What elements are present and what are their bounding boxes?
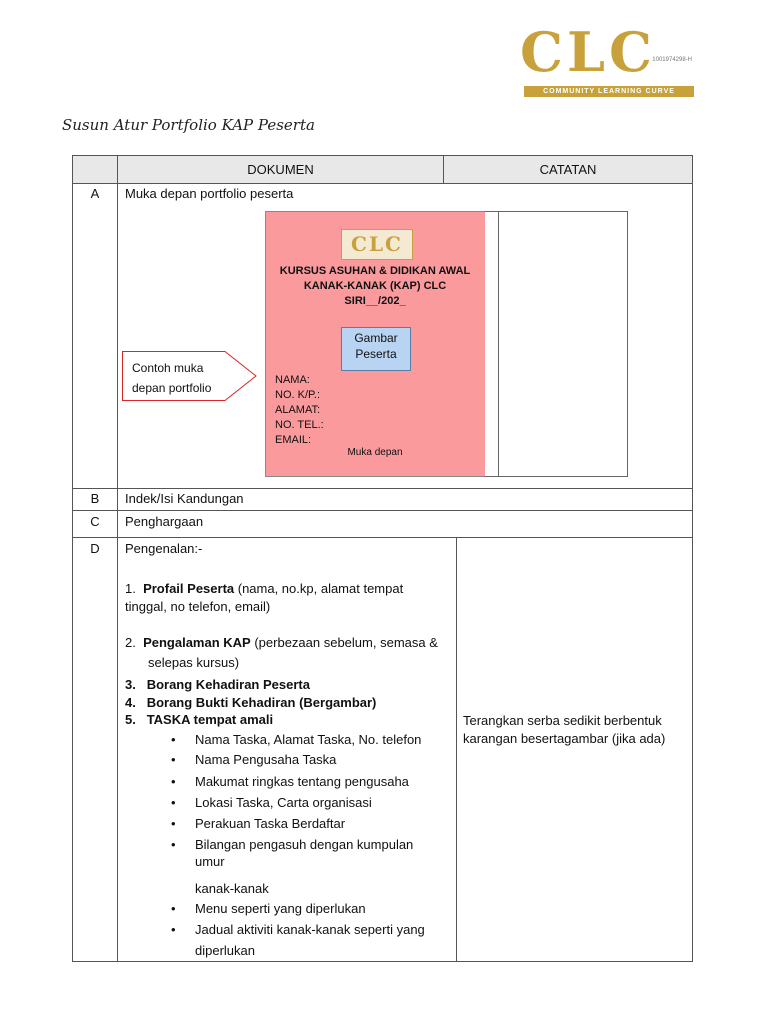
- cover-title-line2: KANAK-KANAK (KAP) CLC: [303, 280, 447, 292]
- item1-number: 1.: [125, 581, 136, 596]
- bullet-perakuan: • Perakuan Taska Berdaftar: [195, 815, 345, 833]
- row-d-intro: Pengenalan:-: [125, 541, 203, 556]
- row-a-divider: [72, 488, 693, 489]
- row-b-divider: [72, 510, 693, 511]
- field-tel: NO. TEL.:: [275, 419, 324, 431]
- table-border-right: [692, 155, 693, 962]
- cover-footer: Muka depan: [347, 447, 403, 458]
- cover-logo: CLC: [341, 229, 413, 260]
- row-c-label: C: [90, 514, 100, 529]
- cover-back-page: [498, 211, 628, 477]
- bullet-nama-pengusaha: • Nama Pengusaha Taska: [195, 751, 336, 769]
- cover-fields: [275, 373, 324, 448]
- row-b-label: B: [90, 491, 100, 506]
- field-alamat: ALAMAT:: [275, 404, 321, 416]
- field-nama: NAMA:: [275, 374, 310, 386]
- row-a-text: Muka depan portfolio peserta: [125, 186, 294, 201]
- item5-title: TASKA tempat amali: [146, 712, 274, 727]
- item3-number: 3.: [125, 677, 136, 692]
- clc-logo: [520, 22, 696, 98]
- list-item-borang-bukti: [125, 694, 376, 712]
- catatan-line1: Terangkan serba sedikit berbentuk: [463, 713, 662, 728]
- table-border-left: [72, 155, 73, 962]
- bullet-bilangan-line3: kanak-kanak: [195, 881, 269, 896]
- logo-mark: CLC: [520, 20, 656, 84]
- row-b-text: Indek/Isi Kandungan: [125, 491, 244, 506]
- callout-text: [132, 358, 211, 398]
- bullet-lokasi-taska: • Lokasi Taska, Carta organisasi: [195, 794, 372, 812]
- list-item-profail: [125, 580, 455, 598]
- cover-spine: [485, 211, 499, 477]
- bullet-nama-taska: • Nama Taska, Alamat Taska, No. telefon: [195, 731, 421, 749]
- item1-detail: (nama, no.kp, alamat tempat: [234, 581, 404, 596]
- bullet-maklumat-pengusaha: • Makumat ringkas tentang pengusaha: [195, 773, 409, 791]
- item4-title: Borang Bukti Kehadiran (Bergambar): [146, 695, 377, 710]
- callout-line1: Contoh muka: [132, 361, 204, 375]
- table-border-top: [72, 155, 693, 156]
- item5-number: 5.: [125, 712, 136, 727]
- label-column-divider: [117, 155, 118, 962]
- logo-registration: 1001974298-H: [652, 57, 692, 63]
- field-kp: NO. K/P.:: [275, 389, 321, 401]
- table-header-divider: [72, 183, 693, 184]
- page-title: Susun Atur Portfolio KAP Peserta: [62, 116, 315, 134]
- callout-line2: depan portfolio: [132, 381, 212, 395]
- item3-title: Borang Kehadiran Peserta: [146, 677, 310, 692]
- table-border-bottom: [72, 961, 693, 962]
- bullet-bilangan-pengasuh: • Bilangan pengasuh dengan kumpulan: [195, 836, 413, 854]
- photo-label-line1: Gambar: [354, 331, 398, 345]
- catatan-line2: karangan besertagambar (jika ada): [463, 731, 666, 746]
- header-dokumen: DOKUMEN: [247, 162, 314, 177]
- item2-line2: selepas kursus): [148, 655, 240, 670]
- item1-title: Profail Peserta: [143, 581, 235, 596]
- list-item-pengalaman: [125, 634, 455, 652]
- cover-title-line3: SIRI__/202_: [344, 295, 406, 307]
- item2-title: Pengalaman KAP: [143, 635, 251, 650]
- header-catatan: CATATAN: [539, 162, 597, 177]
- item2-number: 2.: [125, 635, 136, 650]
- cover-title-line1: KURSUS ASUHAN & DIDIKAN AWAL: [279, 265, 471, 277]
- row-a-label: A: [90, 186, 100, 201]
- logo-tagline: COMMUNITY LEARNING CURVE: [524, 86, 694, 97]
- bullet-jadual-line2: diperlukan: [195, 943, 255, 958]
- row-d-catatan: [463, 712, 691, 748]
- row-d-label: D: [90, 541, 100, 556]
- item4-number: 4.: [125, 695, 136, 710]
- item2-detail: (perbezaan sebelum, semasa &: [250, 635, 438, 650]
- bullet-menu: • Menu seperti yang diperlukan: [195, 900, 366, 918]
- list-item-taska: [125, 711, 273, 729]
- row-c-divider: [72, 537, 693, 538]
- row-c-text: Penghargaan: [125, 514, 204, 529]
- list-item-borang-kehadiran: [125, 676, 310, 694]
- field-email: EMAIL:: [275, 434, 312, 446]
- bullet-jadual-aktiviti: • Jadual aktiviti kanak-kanak seperti yang: [195, 921, 425, 939]
- row-d-column-divider: [456, 537, 457, 962]
- photo-label-line2: Peserta: [355, 347, 397, 361]
- bullet-bilangan-line2: umur: [195, 854, 225, 869]
- cover-title: [265, 264, 485, 309]
- item1-line2: tinggal, no telefon, email): [125, 599, 271, 614]
- participant-photo-placeholder: [341, 327, 411, 371]
